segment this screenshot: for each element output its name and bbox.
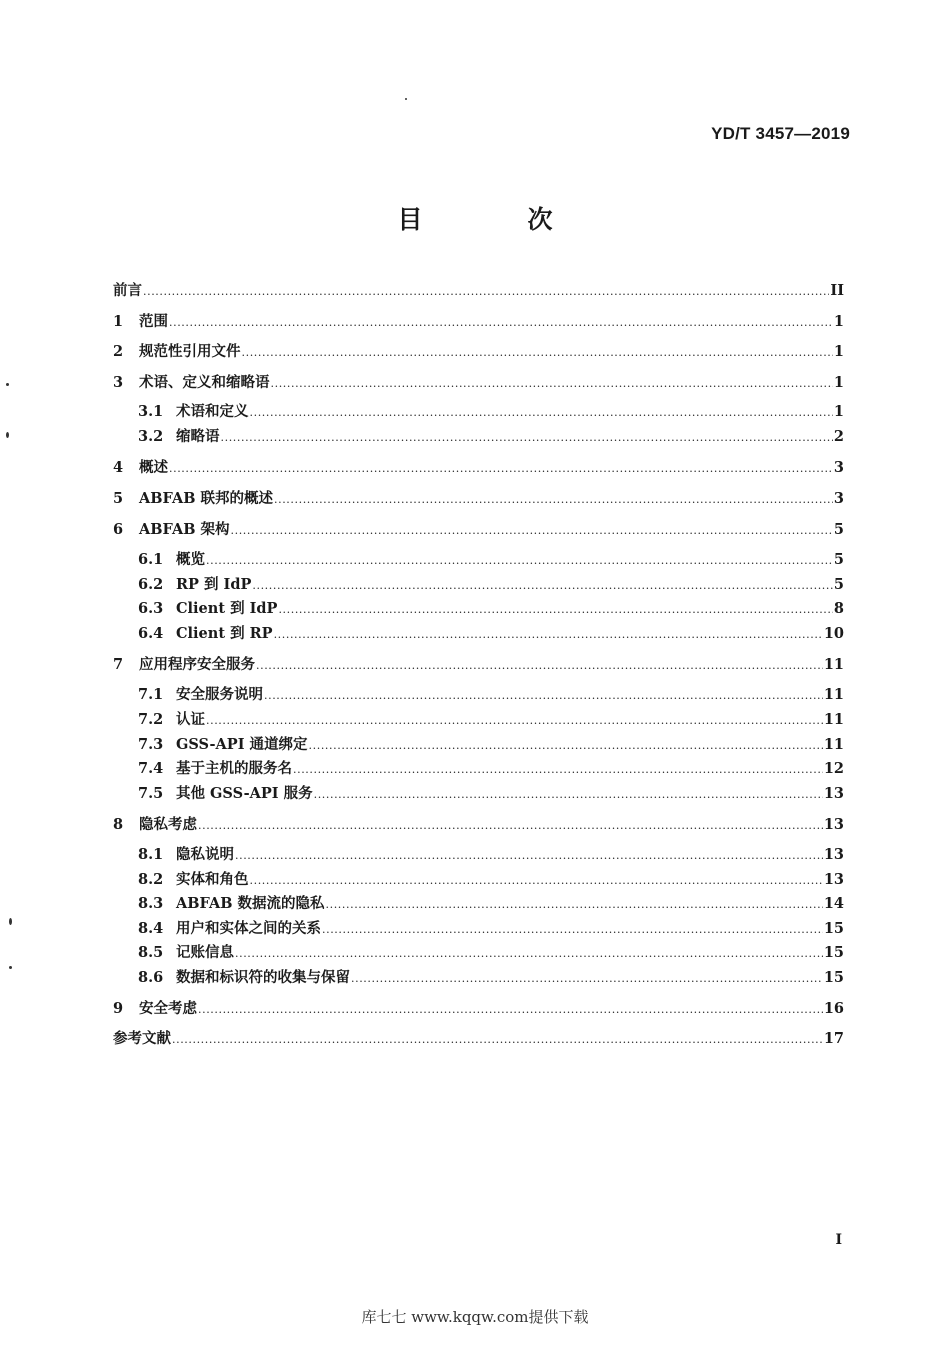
toc-entry[interactable] — [138, 918, 844, 940]
toc-entry-page: 13 — [823, 871, 844, 888]
toc-leader-dots — [198, 815, 823, 837]
toc-entry-label: 记账信息 — [176, 944, 234, 961]
toc-entry-label: ABFAB 数据流的隐私 — [176, 895, 325, 912]
toc-leader-dots — [271, 373, 833, 395]
toc-entry[interactable] — [113, 1028, 844, 1050]
toc-entry[interactable] — [113, 654, 844, 676]
toc-entry-number: 7.2 — [138, 711, 164, 728]
toc-entry-label: 规范性引用文件 — [139, 343, 241, 360]
toc-entry-number: 6.2 — [138, 576, 164, 593]
toc-entry-number: 7.5 — [138, 785, 164, 802]
toc-entry-page: 5 — [833, 551, 844, 568]
scan-speck — [6, 383, 9, 386]
toc-entry-page: 5 — [833, 576, 844, 593]
toc-entry-page: 11 — [823, 686, 844, 703]
toc-entry[interactable] — [113, 814, 844, 836]
toc-entry-page: 1 — [833, 403, 844, 420]
toc-entry-page: 5 — [833, 521, 844, 538]
toc-leader-dots — [198, 999, 823, 1021]
toc-entry[interactable] — [113, 519, 844, 541]
toc-entry-label: RP 到 IdP — [176, 576, 252, 593]
toc-entry-page: 16 — [823, 1000, 844, 1017]
toc-entry[interactable] — [138, 942, 844, 964]
toc-entry-label: Client 到 IdP — [176, 600, 278, 617]
toc-entry-label: 范围 — [139, 313, 168, 330]
toc-leader-dots — [231, 520, 833, 542]
page-number: I — [835, 1232, 842, 1248]
toc-entry-label: 隐私考虑 — [139, 816, 197, 833]
toc-entry-page: 13 — [823, 785, 844, 802]
toc-entry[interactable] — [113, 488, 844, 510]
toc-entry[interactable] — [138, 734, 844, 756]
toc-entry-label: ABFAB 联邦的概述 — [139, 490, 274, 507]
toc-entry-page: 13 — [823, 816, 844, 833]
toc-entry-number: 4 — [113, 459, 124, 476]
toc-entry[interactable] — [138, 401, 844, 423]
toc-leader-dots — [326, 894, 823, 916]
toc-leader-dots — [322, 919, 823, 941]
toc-entry-page: 15 — [823, 944, 844, 961]
toc-entry-page: 11 — [823, 736, 844, 753]
toc-leader-dots — [250, 870, 823, 892]
toc-entry-label: 数据和标识符的收集与保留 — [176, 969, 350, 986]
toc-entry-number: 8.6 — [138, 969, 164, 986]
toc-entry-page: 8 — [833, 600, 844, 617]
toc-entry-number: 3.2 — [138, 428, 164, 445]
toc-leader-dots — [278, 599, 832, 621]
toc-entry-number: 6.4 — [138, 625, 164, 642]
toc-leader-dots — [250, 402, 833, 424]
toc-entry-number: 1 — [113, 313, 124, 330]
toc-entry-number: 8 — [113, 816, 124, 833]
toc-entry-page: II — [830, 282, 844, 299]
scan-speck — [9, 918, 12, 925]
toc-entry-label: GSS-API 通道绑定 — [176, 736, 308, 753]
toc-entry[interactable] — [113, 998, 844, 1020]
toc-entry-label: 实体和角色 — [176, 871, 249, 888]
toc-leader-dots — [206, 710, 823, 732]
toc-entry-number: 2 — [113, 343, 124, 360]
toc-entry-label: 术语和定义 — [176, 403, 249, 420]
toc-entry-page: 15 — [823, 969, 844, 986]
toc-entry-page: 13 — [823, 846, 844, 863]
toc-entry-page: 11 — [823, 656, 844, 673]
toc-leader-dots — [252, 575, 833, 597]
download-watermark: 库七七 www.kqqw.com提供下载 — [361, 1308, 589, 1326]
toc-entry-label: 隐私说明 — [176, 846, 234, 863]
toc-entry-number: 6.3 — [138, 600, 164, 617]
toc-entry-number: 8.5 — [138, 944, 164, 961]
toc-leader-dots — [309, 735, 823, 757]
toc-entry-label: 前言 — [113, 282, 142, 299]
toc-entry-number: 9 — [113, 1000, 124, 1017]
toc-entry-number: 5 — [113, 490, 124, 507]
scan-speck — [9, 966, 12, 969]
toc-leader-dots — [274, 489, 833, 511]
toc-entry-label: 安全服务说明 — [176, 686, 263, 703]
toc-entry-label: 缩略语 — [176, 428, 220, 445]
toc-entry-page: 1 — [833, 313, 844, 330]
toc-leader-dots — [242, 342, 833, 364]
toc-entry[interactable] — [138, 869, 844, 891]
toc-entry-label: 用户和实体之间的关系 — [176, 920, 321, 937]
toc-entry-number: 7.1 — [138, 686, 164, 703]
toc-entry-label: 其他 GSS-API 服务 — [176, 785, 313, 802]
toc-leader-dots — [235, 845, 823, 867]
toc-entry-label: ABFAB 架构 — [139, 521, 230, 538]
toc-entry-label: 概述 — [139, 459, 168, 476]
scan-speck — [6, 432, 9, 438]
toc-entry-page: 15 — [823, 920, 844, 937]
toc-entry[interactable] — [138, 893, 844, 915]
toc-entry[interactable] — [138, 684, 844, 706]
toc-entry-label: 安全考虑 — [139, 1000, 197, 1017]
toc-entry-label: 概览 — [176, 551, 205, 568]
toc-entry-page: 14 — [823, 895, 844, 912]
toc-entry-number: 7 — [113, 656, 124, 673]
toc-entry[interactable] — [113, 457, 844, 479]
toc-leader-dots — [264, 685, 823, 707]
toc-leader-dots — [169, 458, 833, 480]
scan-speck — [405, 98, 407, 100]
toc-entry[interactable] — [113, 311, 844, 333]
toc-entry[interactable] — [138, 549, 844, 571]
toc-entry-number: 8.4 — [138, 920, 164, 937]
toc-entry-page: 3 — [833, 459, 844, 476]
toc-entry[interactable] — [138, 598, 844, 620]
toc-entry-page: 17 — [823, 1030, 844, 1047]
toc-entry-label: 基于主机的服务名 — [176, 760, 292, 777]
toc-entry[interactable] — [138, 758, 844, 780]
toc-leader-dots — [256, 655, 823, 677]
toc-leader-dots — [351, 968, 823, 990]
toc-title: 目 次 — [397, 205, 593, 234]
toc-entry-page: 3 — [833, 490, 844, 507]
toc-entry-page: 12 — [823, 760, 844, 777]
toc-leader-dots — [169, 312, 833, 334]
toc-entry-page: 1 — [833, 374, 844, 391]
toc-leader-dots — [235, 943, 823, 965]
toc-leader-dots — [206, 550, 833, 572]
toc-leader-dots — [143, 281, 829, 303]
toc-entry-number: 6.1 — [138, 551, 164, 568]
toc-entry[interactable] — [138, 426, 844, 448]
toc-entry-number: 7.3 — [138, 736, 164, 753]
toc-entry-label: 参考文献 — [113, 1030, 171, 1047]
toc-entry-label: 认证 — [176, 711, 205, 728]
toc-entry[interactable] — [138, 967, 844, 989]
toc-entry[interactable] — [113, 372, 844, 394]
toc-entry-number: 3 — [113, 374, 124, 391]
toc-entry-page: 11 — [823, 711, 844, 728]
standard-code: YD/T 3457—2019 — [711, 124, 850, 143]
toc-entry-label: 术语、定义和缩略语 — [139, 374, 270, 391]
toc-entry-number: 8.1 — [138, 846, 164, 863]
toc-entry-number: 3.1 — [138, 403, 164, 420]
toc-entry-number: 6 — [113, 521, 124, 538]
toc-leader-dots — [314, 784, 823, 806]
toc-entry-page: 2 — [833, 428, 844, 445]
toc-entry[interactable] — [138, 783, 844, 805]
toc-entry[interactable] — [113, 280, 844, 302]
toc-entry-number: 8.2 — [138, 871, 164, 888]
toc-entry-page: 10 — [823, 625, 844, 642]
toc-entry-label: 应用程序安全服务 — [139, 656, 255, 673]
toc-entry-number: 8.3 — [138, 895, 164, 912]
toc-leader-dots — [172, 1029, 823, 1051]
toc-entry[interactable] — [138, 844, 844, 866]
toc-entry-label: Client 到 RP — [176, 625, 273, 642]
toc-leader-dots — [293, 759, 823, 781]
toc-entry[interactable] — [113, 341, 844, 363]
toc-leader-dots — [221, 427, 833, 449]
toc-entry-page: 1 — [833, 343, 844, 360]
toc-entry-number: 7.4 — [138, 760, 164, 777]
toc-entry[interactable] — [138, 574, 844, 596]
toc-entry[interactable] — [138, 623, 844, 645]
toc-leader-dots — [274, 624, 823, 646]
toc-entry[interactable] — [138, 709, 844, 731]
